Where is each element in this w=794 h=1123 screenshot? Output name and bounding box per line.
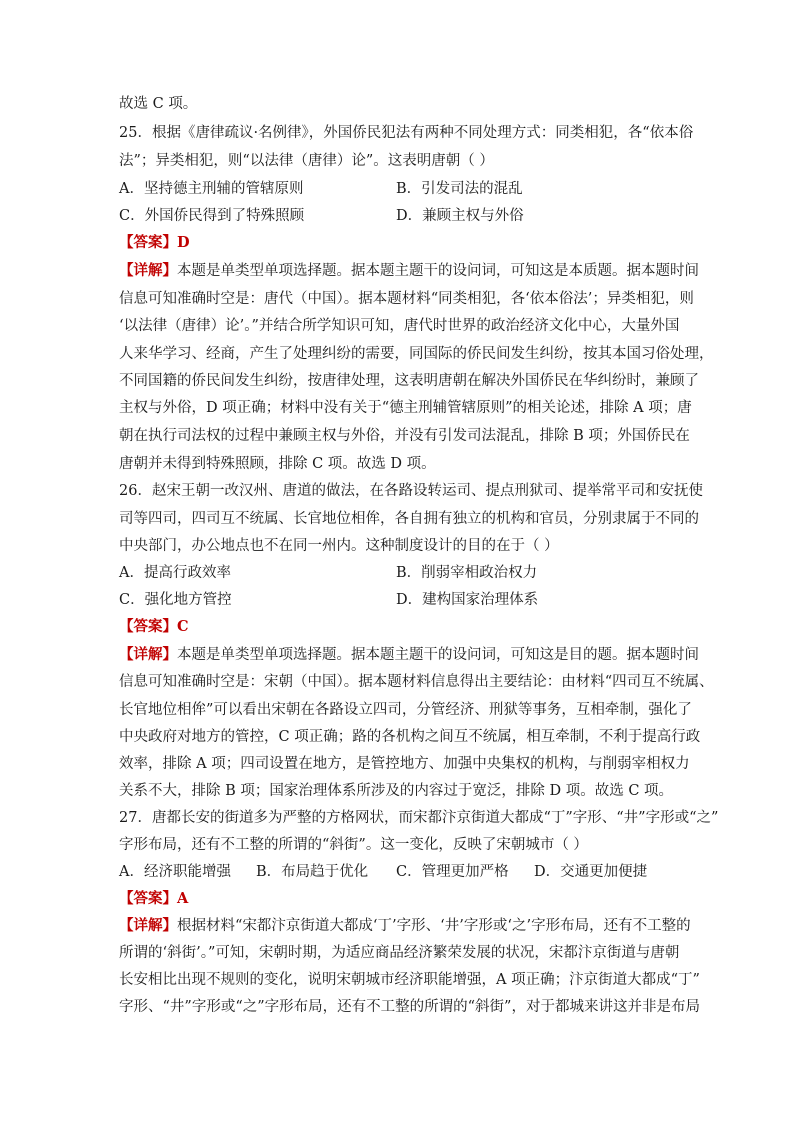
q25-option-b: B．引发司法的混乱 (396, 181, 523, 197)
answer-tag: 【答案】 (119, 618, 177, 635)
q25-detail-line: 唐朝并未得到特殊照顾，排除 C 项。故选 D 项。 (119, 456, 436, 472)
detail-tag: 【详解】 (119, 917, 177, 934)
q27-answer (119, 890, 188, 908)
q26-detail-line: 关系不大，排除 B 项；国家治理体系所涉及的内容过于宽泛，排除 D 项。故选 C 项。 (119, 783, 674, 799)
question-25-line-2: 法”；异类相犯，则“以法律（唐律）论”。这表明唐朝（ ） (119, 153, 494, 169)
q25-detail-line: 人来华学习、经商，产生了处理纠纷的需要，同国际的侨民间发生纠纷，按其本国习俗处理， (119, 346, 714, 362)
q27-option-b: B．布局趋于优化 (256, 864, 369, 880)
text-line: 故选 C 项。 (119, 96, 198, 112)
q26-option-d: D．建构国家治理体系 (396, 592, 539, 608)
q25-option-c: C．外国侨民得到了特殊照顾 (119, 208, 305, 224)
q25-detail-line: 主权与外俗，D 项正确；材料中没有关于“德主刑辅管辖原则”的相关论述，排除 A 项；唐 (119, 400, 692, 416)
q26-detail-line: 长官地位相侔”可以看出宋朝在各路设立四司，分管经济、刑狱等事务，互相牵制，强化了 (119, 702, 692, 718)
q25-detail-line-1 (119, 262, 699, 280)
q26-detail-line: 中央政府对地方的管控，C 项正确；路的各机构之间互不统属，相互牵制，不利于提高行政 (119, 729, 701, 745)
q26-option-a: A．提高行政效率 (119, 565, 231, 581)
q27-detail-line: 长安相比出现不规则的变化，说明宋朝城市经济职能增强，A 项正确；汴京街道大都成“丁” (119, 972, 700, 988)
detail-text: 根据材料“宋都汴京街道大都成‘丁’字形、‘井’字形或‘之’字形布局，还有不工整的 (177, 918, 691, 934)
q25-detail-line: 信息可知准确时空是：唐代（中国）。据本题材料“同类相犯，各‘依本俗法’；异类相犯，则 (119, 291, 694, 307)
q25-detail-line: 朝在执行司法权的过程中兼顾主权与外俗，并没有引发司法混乱，排除 B 项；外国侨民在 (119, 428, 690, 444)
q25-detail-line: ‘以法律（唐律）论’。”并结合所学知识可知，唐代时世界的政治经济文化中心，大量外国 (119, 318, 680, 334)
q27-option-c: C．管理更加严格 (396, 864, 509, 880)
question-27-line-1: 27．唐都长安的街道多为严整的方格网状，而宋都汴京街道大都成“丁”字形、“井”字形或“之” (119, 810, 719, 826)
detail-text: 本题是单类型单项选择题。据本题主题干的设问词，可知这是目的题。据本题时间 (177, 647, 699, 663)
answer-value: D (177, 234, 190, 251)
q27-detail-line-1 (119, 917, 691, 935)
answer-value: A (177, 890, 189, 907)
q26-detail-line: 效率，排除 A 项；四司设置在地方，是管控地方、加强中央集权的机构，与削弱宰相权力 (119, 756, 690, 772)
q25-detail-line: 不同国籍的侨民间发生纠纷，按唐律处理，这表明唐朝在解决外国侨民在华纠纷时，兼顾了 (119, 373, 699, 389)
q27-detail-line: 所谓的‘斜街’。”可知，宋朝时期，为适应商品经济繁荣发展的状况，宋都汴京街道与唐朝 (119, 945, 680, 961)
q25-answer (119, 234, 190, 252)
answer-value: C (177, 618, 189, 635)
question-26-line-3: 中央部门，办公地点也不在同一州内。这种制度设计的目的在于（ ） (119, 538, 559, 554)
question-25-line-1: 25．根据《唐律疏议·名例律》，外国侨民犯法有两种不同处理方式：同类相犯，各“依本俗 (119, 125, 694, 141)
question-26-line-2: 司等四司，四司互不统属、长官地位相侔，各自拥有独立的机构和官员，分别隶属于不同的 (119, 511, 699, 527)
q25-option-a: A．坚持德主刑辅的管辖原则 (119, 181, 304, 197)
detail-tag: 【详解】 (119, 646, 177, 663)
detail-tag: 【详解】 (119, 262, 177, 279)
q27-option-d: D．交通更加便捷 (534, 864, 648, 880)
answer-tag: 【答案】 (119, 890, 177, 907)
q27-option-a: A．经济职能增强 (119, 864, 231, 880)
q26-answer (119, 618, 189, 636)
detail-text: 本题是单类型单项选择题。据本题主题干的设问词，可知这是本质题。据本题时间 (177, 263, 699, 279)
q26-option-c: C．强化地方管控 (119, 592, 232, 608)
q26-option-b: B．削弱宰相政治权力 (396, 565, 538, 581)
question-26-line-1: 26．赵宋王朝一改汉州、唐道的做法，在各路设转运司、提点刑狱司、提举常平司和安抚使 (119, 483, 703, 499)
question-27-line-2: 字形布局，还有不工整的所谓的“斜街”。这一变化，反映了宋朝城市（ ） (119, 837, 588, 853)
q27-detail-line: 字形、“井”字形或“之”字形布局，还有不工整的所谓的“斜街”，对于都城来讲这并非是布局 (119, 999, 700, 1015)
answer-tag: 【答案】 (119, 234, 177, 251)
q26-detail-line-1 (119, 646, 699, 664)
q26-detail-line: 信息可知准确时空是：宋朝（中国）。据本题材料信息得出主要结论：由材料“四司互不统属、 (119, 674, 714, 690)
q25-option-d: D．兼顾主权与外俗 (396, 208, 524, 224)
